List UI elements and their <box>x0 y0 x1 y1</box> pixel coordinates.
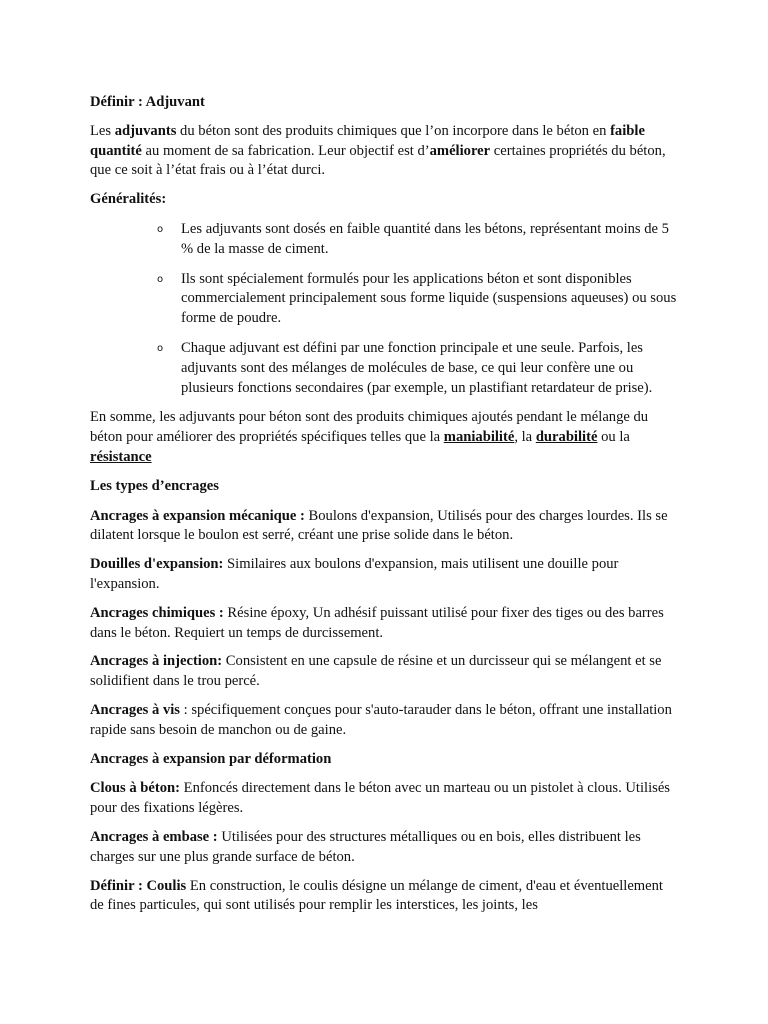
entry-label: Ancrages à embase : <box>90 828 218 845</box>
intro-bold-ameliorer: améliorer <box>429 142 491 159</box>
entry-label: Ancrages à expansion mécanique : <box>90 507 305 524</box>
generalites-list <box>90 220 680 398</box>
somme-text: , la <box>514 429 536 446</box>
coulis-paragraph <box>90 877 680 917</box>
entry-label: Ancrages chimiques : <box>90 604 224 621</box>
entry-paragraph <box>90 779 680 819</box>
intro-text: du béton sont des produits chimiques que l’on incorpore dans le béton en <box>176 122 611 139</box>
somme-text: ou la <box>597 429 630 446</box>
list-item-text: Chaque adjuvant est défini par une fonction principale et une seule. Parfois, les adjuvants sont des mélanges de molécules de base, ce qui leur confère une ou plusieurs fonctions secondaires (par exemple, un plastifiant retardateur de prise). <box>181 339 653 396</box>
entry-paragraph <box>90 701 680 741</box>
entry-text: Utilisées pour des structures métalliques ou en bois, elles distribuent les charges sur une plus grande surface de béton. <box>90 828 641 865</box>
en-somme-paragraph <box>90 408 680 467</box>
underlined-maniabilite: maniabilité <box>443 429 515 446</box>
coulis-text: En construction, le coulis désigne un mélange de ciment, d'eau et éventuellement de fines particules, qui sont utilisés pour remplir les interstices, les joints, les <box>90 877 663 914</box>
entry-text: : spécifiquement conçues pour s'auto-tarauder dans le béton, offrant une installation rapide sans besoin de manchon ou de gaine. <box>90 701 672 738</box>
entry-text: Consistent en une capsule de résine et un durcisseur qui se mélangent et se solidifient dans le trou percé. <box>90 653 662 690</box>
generalites-heading: Généralités: <box>90 191 167 208</box>
intro-text: certaines propriétés du béton, que ce soit à l’état frais ou à l’état durci. <box>90 142 666 179</box>
entry-text: Similaires aux boulons d'expansion, mais utilisent une douille pour l'expansion. <box>90 556 619 592</box>
list-item <box>90 220 680 260</box>
entry-label: Clous à béton: <box>90 780 181 797</box>
list-item-text: Les adjuvants sont dosés en faible quantité dans les bétons, représentant moins de 5 % de la masse de ciment. <box>181 220 669 257</box>
deformation-heading: Ancrages à expansion par déformation <box>90 750 332 767</box>
somme-text: En somme, les adjuvants pour béton sont des produits chimiques ajoutés pendant le mélange du béton pour améliorer des propriétés spécifiques telles que la <box>90 409 649 446</box>
section-title-adjuvant: Définir : Adjuvant <box>90 94 205 110</box>
underlined-durabilite: durabilité <box>535 429 598 446</box>
underlined-resistance: résistance <box>90 448 152 465</box>
entry-text: Résine époxy, Un adhésif puissant utilisé pour fixer des tiges ou des barres dans le béton. Requiert un temps de durcissement. <box>90 604 664 641</box>
entry-label: Ancrages à vis <box>90 701 180 718</box>
list-item <box>90 270 680 329</box>
coulis-label: Définir : Coulis <box>90 877 187 894</box>
entry-paragraph <box>90 555 680 595</box>
types-encrages-heading: Les types d’encrages <box>90 477 219 494</box>
entry-label: Douilles d'expansion: <box>90 556 224 573</box>
entry-label: Ancrages à injection: <box>90 653 223 670</box>
entry-paragraph <box>90 507 680 547</box>
intro-paragraph <box>90 122 680 181</box>
document-page <box>90 93 680 925</box>
list-item-text: Ils sont spécialement formulés pour les applications béton et sont disponibles commercialement principalement sous forme liquide (suspensions aqueuses) ou sous forme de poudre. <box>181 270 677 327</box>
intro-text: Les <box>90 122 115 139</box>
intro-bold-adjuvants: adjuvants <box>114 122 177 139</box>
list-item <box>90 339 680 398</box>
entry-paragraph <box>90 828 680 868</box>
bullet-circle-icon: o <box>157 223 164 235</box>
bullet-circle-icon: o <box>157 342 164 354</box>
bullet-circle-icon: o <box>157 273 164 285</box>
intro-bold-faible-quantite: faible quantité <box>90 122 645 159</box>
intro-text: au moment de sa fabrication. Leur objectif est d’ <box>141 142 430 159</box>
entry-text: Boulons d'expansion, Utilisés pour des charges lourdes. Ils se dilatent lorsque le boulon est serré, créant une prise solide dans le béton. <box>90 507 668 544</box>
entry-text: Enfoncés directement dans le béton avec un marteau ou un pistolet à clous. Utilisés pour des fixations légères. <box>90 780 670 817</box>
entry-paragraph <box>90 604 680 644</box>
entry-paragraph <box>90 652 680 692</box>
